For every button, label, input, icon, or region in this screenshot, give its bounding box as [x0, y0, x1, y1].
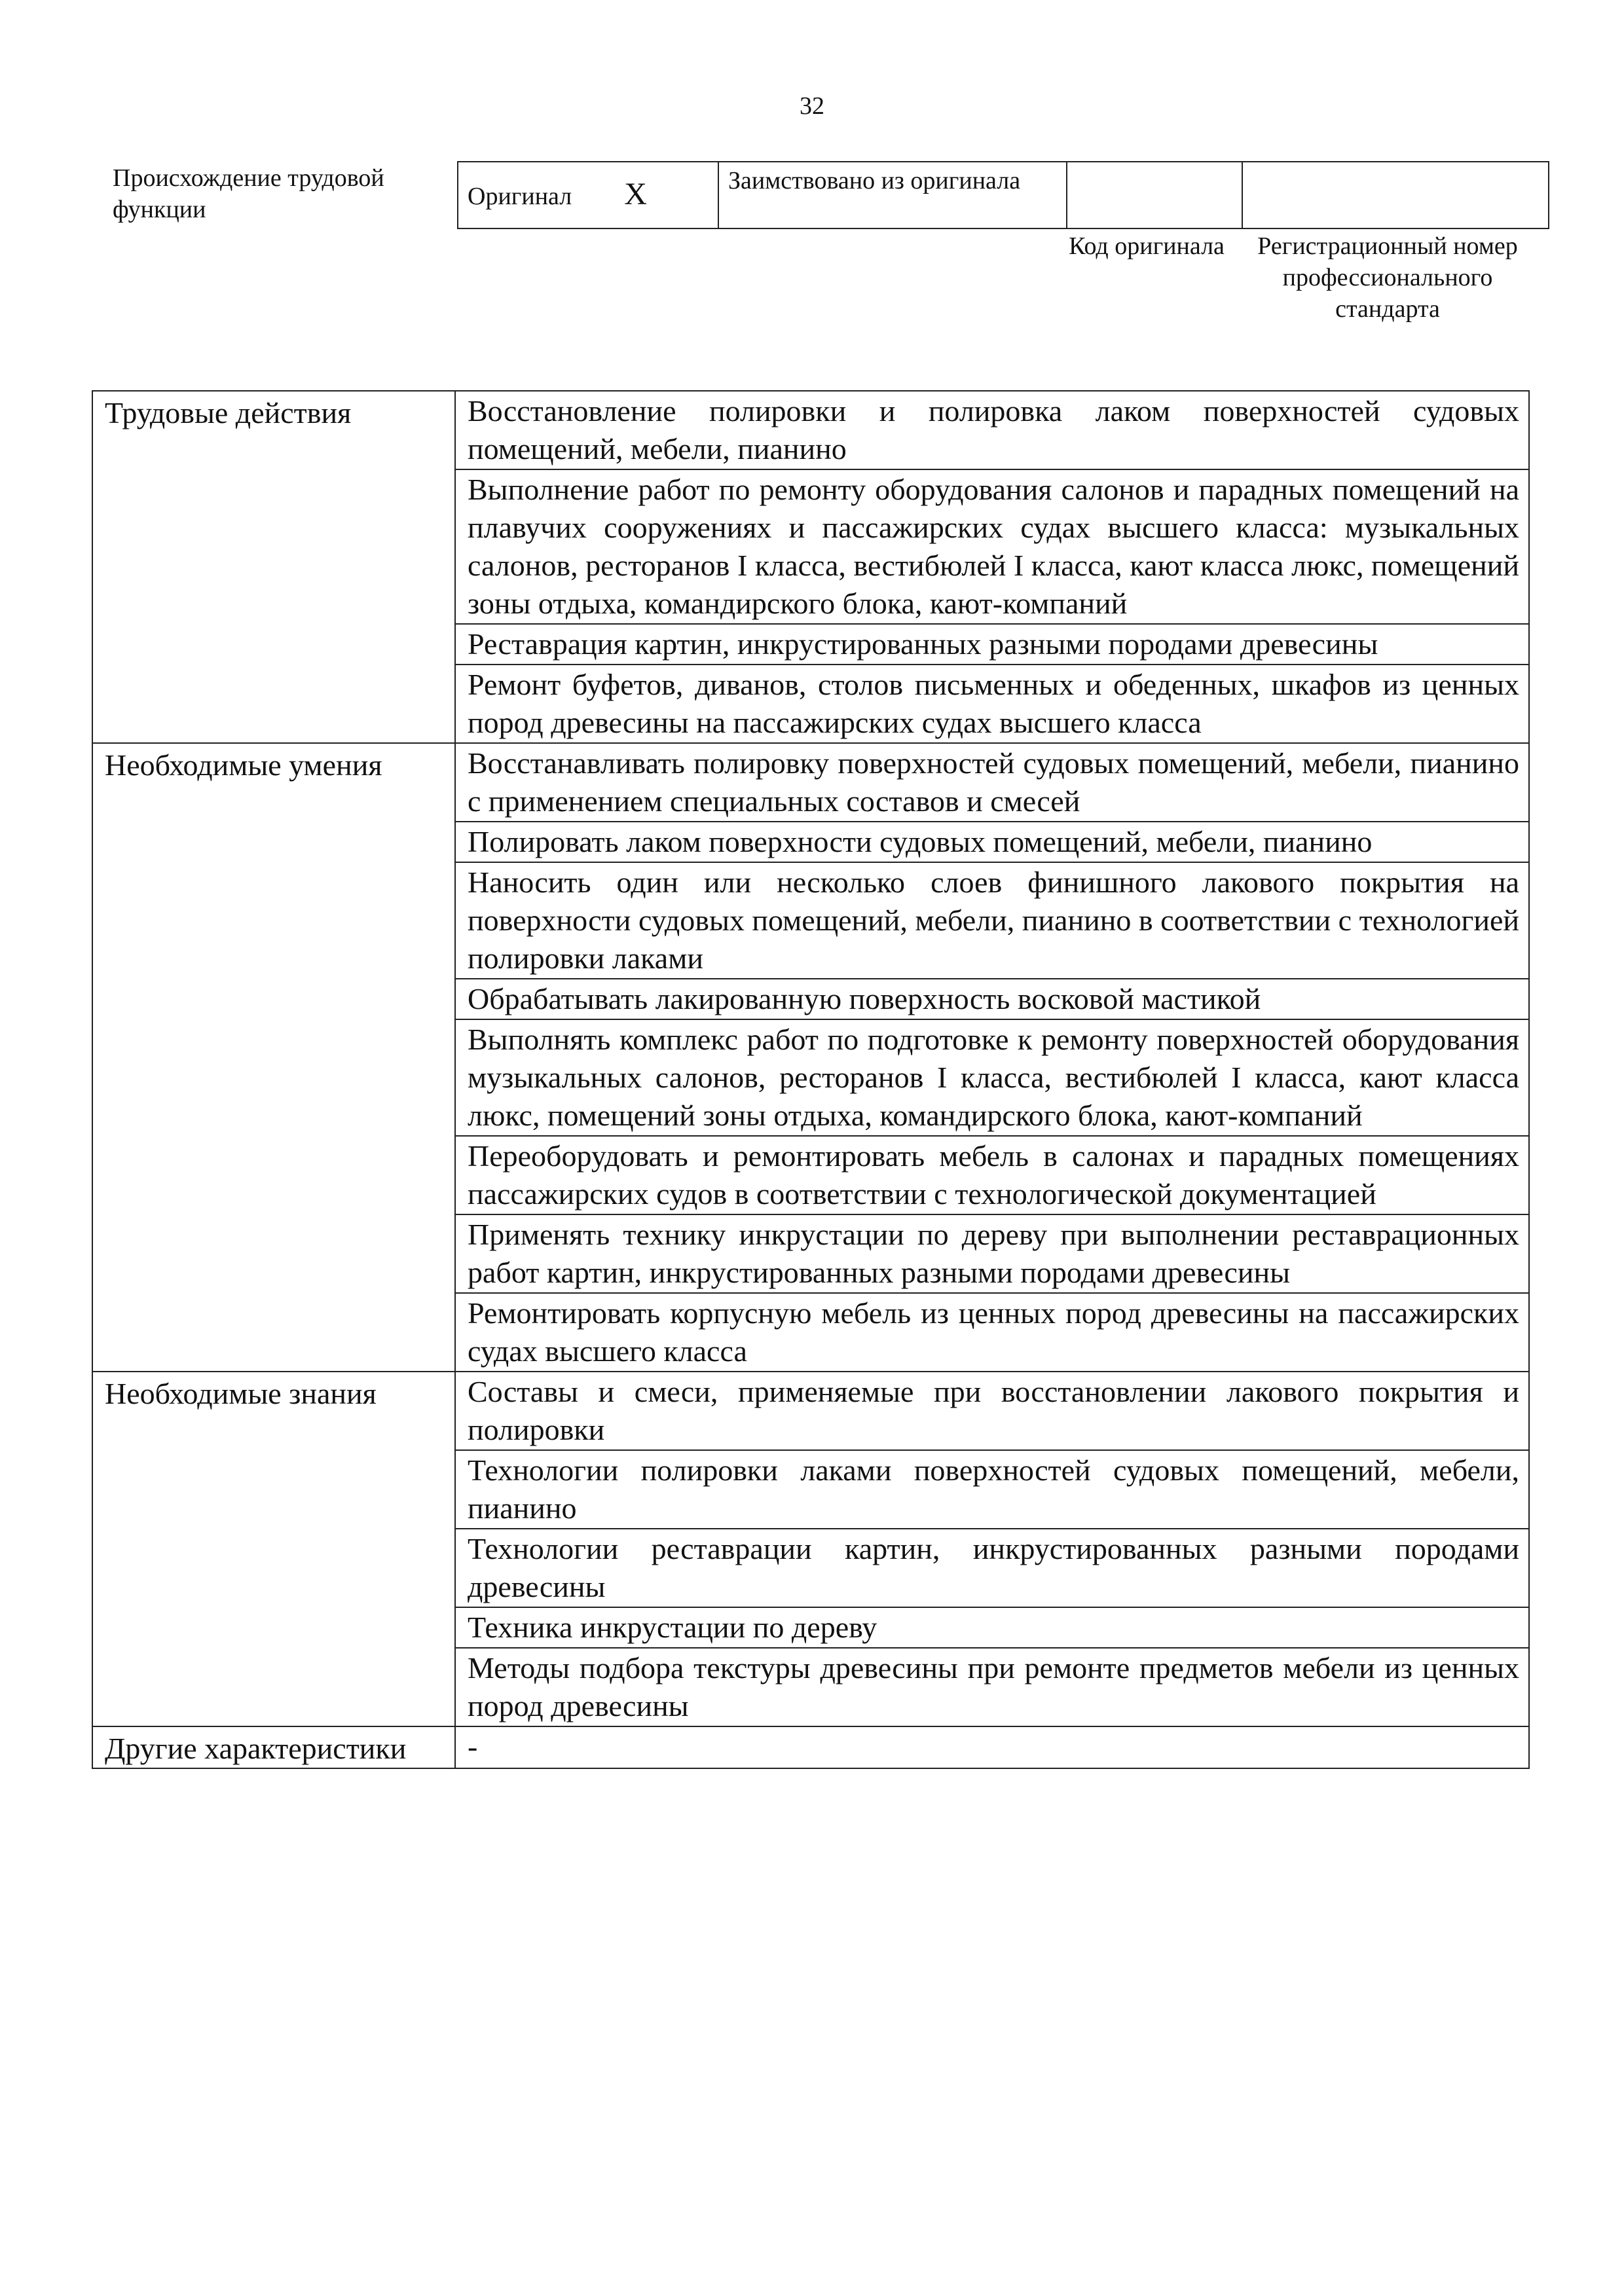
code-value-cell	[1067, 162, 1242, 228]
registration-caption: Регистрационный номер профессионального стандарта	[1257, 232, 1518, 323]
section-item: Выполнять комплекс работ по подготовке к ремонту поверхностей оборудования музыкальных салонов, ресторанов I класса, вестибюлей I класса, кают класса люкс, помещений зоны отдыха, командирского блока, кают-компаний	[455, 1019, 1529, 1136]
table-row	[92, 1726, 1529, 1768]
borrowed-label: Заимствовано из оригинала	[728, 167, 1021, 194]
section-item: Применять технику инкрустации по дереву при выполнении реставрационных работ картин, инкрустированных разными породами древесины	[455, 1214, 1529, 1293]
section-item: Технологии реставрации картин, инкрустированных разными породами древесины	[455, 1529, 1529, 1607]
section-item: Методы подбора текстуры древесины при ремонте предметов мебели из ценных пород древесины	[455, 1648, 1529, 1726]
section-item: Выполнение работ по ремонту оборудования салонов и парадных помещений на плавучих сооружениях и пассажирских судах высшего класса: музыкальных салонов, ресторанов I класса, вестибюлей I класса, кают класса люкс, помещений зоны отдыха, командирского блока, кают-компаний	[455, 469, 1529, 624]
code-caption: Код оригинала	[1069, 232, 1225, 260]
origin-table	[457, 161, 1549, 229]
section-item: Полировать лаком поверхности судовых помещений, мебели, пианино	[455, 822, 1529, 862]
page-number: 32	[800, 92, 824, 120]
section-item: Технологии полировки лаками поверхностей судовых помещений, мебели, пианино	[455, 1450, 1529, 1529]
section-label: Необходимые умения	[92, 743, 455, 1372]
origin-label: Происхождение трудовой функции	[113, 164, 384, 223]
section-item: Ремонтировать корпусную мебель из ценных пород древесины на пассажирских судах высшего класса	[455, 1293, 1529, 1372]
section-item: Восстановление полировки и полировка лаком поверхностей судовых помещений, мебели, пианино	[455, 391, 1529, 469]
section-item: Реставрация картин, инкрустированных разными породами древесины	[455, 624, 1529, 665]
section-item: Переоборудовать и ремонтировать мебель в салонах и парадных помещениях пассажирских судов в соответствии с технологической документацией	[455, 1136, 1529, 1214]
original-label: Оригинал	[468, 182, 572, 210]
registration-value-cell	[1242, 162, 1549, 228]
section-item: Наносить один или несколько слоев финишного лакового покрытия на поверхности судовых помещений, мебели, пианино в соответствии с технологией полировки лаками	[455, 862, 1529, 979]
section-label: Трудовые действия	[92, 391, 455, 743]
original-cell	[458, 162, 718, 228]
section-item: Техника инкрустации по дереву	[455, 1607, 1529, 1648]
borrowed-cell	[718, 162, 1067, 228]
section-item: Составы и смеси, применяемые при восстановлении лакового покрытия и полировки	[455, 1372, 1529, 1450]
table-row	[92, 1372, 1529, 1450]
section-item: Восстанавливать полировку поверхностей судовых помещений, мебели, пианино с применением специальных составов и смесей	[455, 743, 1529, 822]
section-item: Ремонт буфетов, диванов, столов письменных и обеденных, шкафов из ценных пород древесины на пассажирских судах высшего класса	[455, 665, 1529, 743]
table-row	[92, 743, 1529, 822]
function-table	[92, 390, 1530, 1769]
original-mark: X	[624, 176, 647, 211]
section-item: Обрабатывать лакированную поверхность восковой мастикой	[455, 979, 1529, 1019]
section-item: -	[455, 1726, 1529, 1768]
section-label: Другие характеристики	[92, 1726, 455, 1768]
table-row	[92, 391, 1529, 469]
section-label: Необходимые знания	[92, 1372, 455, 1726]
